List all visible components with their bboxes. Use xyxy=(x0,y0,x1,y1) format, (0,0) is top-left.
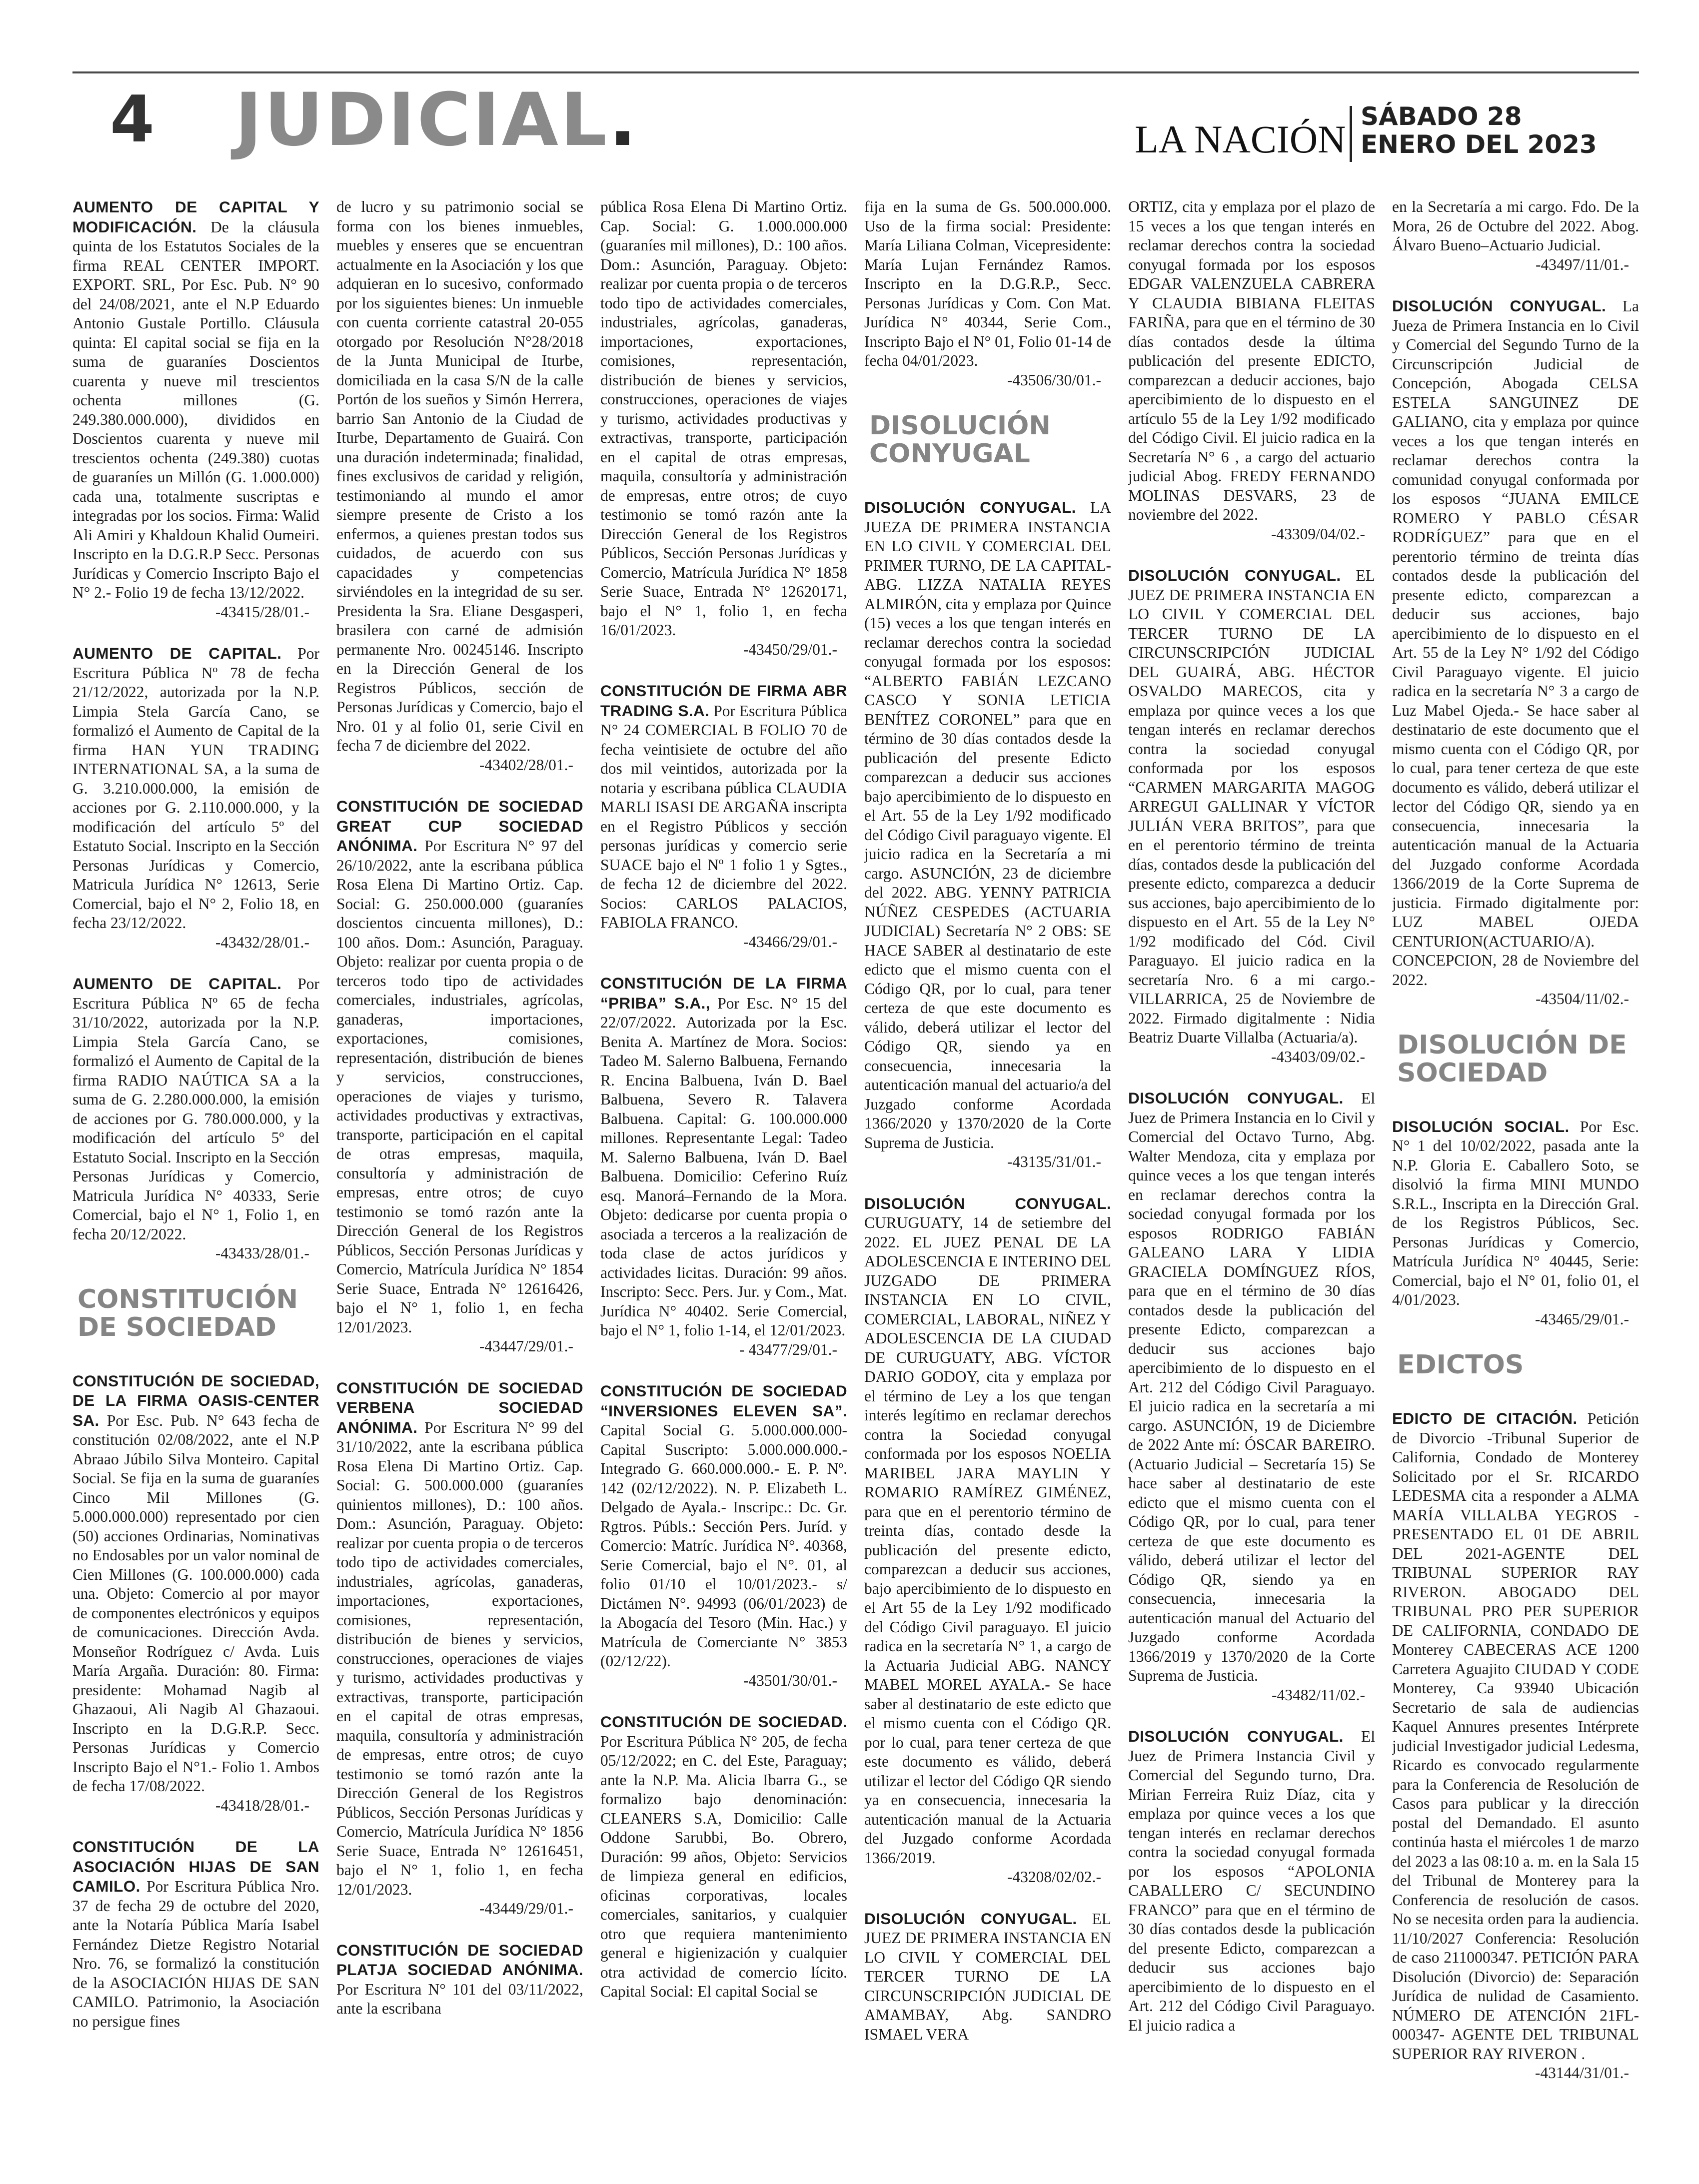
issue-date-day: SÁBADO 28 xyxy=(1361,102,1522,131)
notice-reference: -43208/02/02.- xyxy=(1007,1868,1101,1886)
notice-body: Petición de Divorcio -Tribunal Superior de California, Condado de Monterey Solicitado por el Sr. RICARDO LEDESMA cita a responder a ALMA MARÍA VILLALBA YEGROS -PRESENTADO EL 01 DE ABRIL DEL 2021-AGENTE DEL TRIBUNAL SUPERIOR RAY RIVERON. ABOGADO DEL TRIBUNAL PRO PER SUPERIOR DE CALIFORNIA, CONDADO DE Monterey CABECERAS ACE 1200 Carretera Aguajito CIUDAD Y CODE Monterey, Ca 93940 Ubicación Secretario de sala de audiencias Kaquel Annures presentes Intérprete judicial Investigador judicial Ledesma, Ricardo es convocado regularmente para la Conferencia de Resolución de Casos para publicar y la dirección postal del Demandado. El asunto continúa hasta el miércoles 1 de marzo del 2023 a las 08:10 a. m. en la Sala 15 del Tribunal de Monterey para la Conferencia de resolución de casos. No se necesita orden para la audiencia. 11/10/2027 Conferencia: Resolución de caso 211000347. PETICIÓN PARA Disolución (Divorcio) de: Separación Jurídica de nulidad de Casamiento. NÚMERO DE ATENCIÓN 21FL-000347- AGENTE DEL TRIBUNAL SUPERIOR RAY RIVERON . xyxy=(1392,1410,1639,2063)
notice-body: De la cláusula quinta de los Estatutos Sociales de la firma REAL CENTER IMPORT. EXPORT. SRL, Por Esc. Pub. N° 90 del 24/08/2021, ante el N.P Eduardo Antonio Gustale Portillo. Cláusula quinta: El capital social se fija en la suma de guaraníes Doscientos cuarenta y nueve mil trescientos ochenta millones (G. 249.380.000.000), divididos en Doscientos cuarenta y nueve mil trescientos ochenta (249.380) cuotas de guaraníes un Millón (G. 1.000.000) cada una, totalmente suscriptas e integradas por los socios. Firma: Walid Ali Amiri y Khaldoun Khalid Oumeiri. Inscripto en la D.G.R.P Secc. Personas Jurídicas y Comercio Inscripto Bajo el N° 2.- Folio 19 de fecha 13/12/2022. xyxy=(72,218,319,601)
newspaper-logo: LA NACIÓN xyxy=(1135,117,1346,161)
notice-body: EL JUEZ DE PRIMERA INSTANCIA EN LO CIVIL Y COMERCIAL DEL TERCER TURNO DE LA CIRCUNSCRIPCIÓN JUDICIAL DE AMAMBAY, Abg. SANDRO ISMAEL VERA xyxy=(864,1910,1111,2043)
notice-body: CURUGUATY, 14 de setiembre del 2022. EL JUEZ PENAL DE LA ADOLESCENCIA E INTERINO DEL JUZGADO DE PRIMERA INSTANCIA EN LO CIVIL, COMERCIAL, LABORAL, NIÑEZ Y ADOLESCENCIA DE LA CIUDAD DE CURUGUATY, ABG. VÍCTOR DARIO GODOY, cita y emplaza por el término de Ley a los que tengan interés legítimo en reclamar derechos contra la Sociedad conyugal conformada por los esposos NOELIA MARIBEL JARA MAYLIN Y ROMARIO RAMÍREZ GIMÉNEZ, para que en el perentorio término de treinta días, contado desde la publicación del presente edicto, comparezcan a deducir sus acciones, bajo apercibimiento de lo dispuesto en el Art 55 de la Ley 1/92 modificado del Código Civil paraguayo. El juicio radica en la secretaría N° 1, a cargo de la Actuaria Judicial ABG. NANCY MABEL MOREL AYALA.- Se hace saber al destinatario de este edicto que el mismo cuenta con el Código QR. por lo cual, para tener certeza de que este documento es válido, deberá utilizar el lector del Código QR siendo ya en consecuencia, innecesaria la autenticación manual de la Actuaria del Juzgado conforme Acordada 1366/2019. xyxy=(864,1214,1111,1867)
notice-heading: DISOLUCIÓN SOCIAL. xyxy=(1392,1117,1570,1135)
legal-notice xyxy=(864,1909,1111,2045)
notice-heading: CONSTITUCIÓN DE SOCIEDAD “INVERSIONES ELEVEN SA”. xyxy=(600,1382,847,1420)
notice-reference: -43135/31/01.- xyxy=(1007,1153,1101,1170)
column-4 xyxy=(864,197,1111,2172)
column-1 xyxy=(72,197,319,2172)
notice-reference: -43465/29/01.- xyxy=(1535,1310,1629,1328)
notice-reference: -43415/28/01.- xyxy=(215,603,309,621)
notice-heading: AUMENTO DE CAPITAL Y MODIFICACIÓN. xyxy=(72,198,319,236)
notice-heading: CONSTITUCIÓN DE SOCIEDAD, DE LA FIRMA OASIS-CENTER SA. xyxy=(72,1371,319,1429)
notice-heading: CONSTITUCIÓN DE LA FIRMA “PRIBA” S.A., xyxy=(600,974,847,1012)
legal-notice xyxy=(600,974,847,1359)
notice-heading: DISOLUCIÓN CONYUGAL. xyxy=(1128,1727,1344,1745)
notice-body: Por Escritura N° 97 del 26/10/2022, ante la escribana pública Rosa Elena Di Martino Ortiz. Cap. Social: G. 250.000.000 (guaraníes doscientos cincuenta millones), D.: 100 años. Dom.: Asunción, Paraguay. Objeto: realizar por cuenta propia o de terceros todo tipo de actividades comerciales, industriales, agrícolas, ganaderas, importaciones, exportaciones, comisiones, representación, distribución de bienes y servicios, construcciones, operaciones de viajes y turismo, actividades productivas y extractivas, transporte, participación en el capital de otras empresas, maquila, consultoría y administración de empresas, entre otros; de cuyo testimonio se tomó razón ante la Dirección General de los Registros Públicos, Sección Personas Jurídicas y Comercio, Matrícula Jurídica N° 1854 Serie Suace, Entrada N° 12616426, bajo el N° 1, folio 1, en fecha 12/01/2023. xyxy=(336,837,583,1336)
notice-body: Por Esc. N° 1 del 10/02/2022, pasada ante la N.P. Gloria E. Caballero Soto, se disolvió la firma MINI MUNDO S.R.L., Inscripta en la Dirección Gral. de los Registros Públicos, Sec. Personas Jurídicas y Comercio, Matrícula Jurídica N° 40445, Serie: Comercial, bajo el N° 01, folio 01, el 4/01/2023. xyxy=(1392,1117,1639,1308)
section-title-text: JUDICIAL xyxy=(235,77,609,162)
notice-body: Por Escritura Pública N° 24 COMERCIAL B FOLIO 70 de fecha veintisiete de octubre del año dos mil veintidos, autorizada por la notaria y escribana pública CLAUDIA MARLI ISASI DE ARGAÑA inscripta en el Registro Públicos y sección personas jurídicas y comercio serie SUACE bajo el Nº 1 folio 1 y Sgtes., de fecha 12 de diciembre del 2022. Socios: CARLOS PALACIOS, FABIOLA FRANCO. xyxy=(600,702,847,931)
legal-notice xyxy=(72,1837,319,2031)
legal-notice xyxy=(1392,197,1639,274)
legal-notice xyxy=(72,197,319,622)
legal-notice xyxy=(600,1712,847,2002)
notice-body: Capital Social G. 5.000.000.000- Capital Suscripto: 5.000.000.000.- Integrado G. 660.000.000.- E. P. Nº. 142 (02/12/2022). N. P. Elizabeth L. Delgado de Ayala.- Inscripc.: Dc. Gr. Rgtros. Públs.: Sección Pers. Juríd. y Comercio: Matríc. Jurídica N°. 40368, Serie Comercial, bajo el N°. 01, al folio 01/10 el 10/01/2023.- s/ Dictámen N°. 94993 (06/01/2023) de la Abogacía del Tesoro (Min. Hac.) y Matrícula de Comerciante N° 3853 (02/12/22). xyxy=(600,1421,847,1670)
notice-reference: -43403/09/02.- xyxy=(1271,1048,1365,1066)
notice-reference: -43432/28/01.- xyxy=(215,933,309,951)
legal-notice xyxy=(600,1381,847,1690)
notice-columns xyxy=(72,197,1639,2172)
category-heading: EDICTOS xyxy=(1397,1350,1524,1380)
legal-notice xyxy=(72,644,319,952)
notice-body: Por Esc. N° 15 del 22/07/2022. Autorizada por la Esc. Benita A. Martínez de Mora. Socios: Tadeo M. Salerno Balbuena, Fernando R. Encina Balbuena, Iván D. Bael Balbuena, Severo R. Talavera Balbuena. Capital: G. 100.000.000 millones. Representante Legal: Tadeo M. Salerno Balbuena, Iván D. Bael Balbuena. Domicilio: Ceferino Ruíz esq. Manorá–Fernando de la Mora. Objeto: dedicarse por cuenta propia o asociada a terceros a la realización de toda clase de actos jurídicos y actividades licitas. Duración: 99 años. Inscripto: Secc. Pers. Jur. y Com., Mat. Jurídica N° 40402. Serie Comercial, bajo el N° 1, folio 1-14, el 12/01/2023. xyxy=(600,994,847,1339)
legal-notice xyxy=(72,974,319,1263)
notice-body: de lucro y su patrimonio social se forma con los bienes inmuebles, muebles y enseres que se encuentran actualmente en la Asociación y los que adquieran en lo sucesivo, conformado por los siguientes bienes: Un inmueble con cuenta corriente catastral 20-055 otorgado por Resolución N°28/2018 de la Junta Municipal de Iturbe, domiciliada en la casa S/N de la calle Portón de los sueños y Simón Herrera, barrio San Antonio de la Ciudad de Iturbe, Departamento de Guairá. Con una duración indeterminada; finalidad, fines exclusivos de caridad y religión, testimoniando al mundo el amor siempre presente de Cristo a los enfermos, a quienes prestan todos sus cuidados, de acuerdo con sus capacidades y competencias sirviéndoles en la integridad de su ser. Presidenta la Sra. Eliane Desgasperi, brasilera con carné de admisión permanente Nro. 00245146. Inscripto en la Dirección General de los Registros Públicos, sección de Personas Jurídicas y Comercio, bajo el Nro. 01 y al folio 01, serie Civil en fecha 7 de diciembre del 2022. xyxy=(336,198,583,754)
notice-body: Por Esc. Pub. N° 643 fecha de constitución 02/08/2022, ante el N.P Abraao Júbilo Silva Monteiro. Capital Social. Se fija en la suma de guaraníes Cinco Mil Millones (G. 5.000.000.000) representado por cien (50) acciones Ordinarias, Nominativas no Endosables por un valor nominal de Cien Millones (G. 100.000.000) cada una. Objeto: Comercio al por mayor de componentes electrónicos y equipos de comunicaciones. Dirección Avda. Monseñor Rodríguez c/ Avda. Luis María Argaña. Duración: 80. Firma: presidente: Mohamad Nagib al Ghazaoui, Ali Nagib Al Ghazaoui. Inscripto en la D.G.R.P. Secc. Personas Jurídicas y Comercio Inscripto Bajo el N°1.- Folio 1. Ambos de fecha 17/08/2022. xyxy=(72,1411,319,1795)
notice-reference: -43402/28/01.- xyxy=(479,756,573,774)
column-5 xyxy=(1128,197,1375,2172)
notice-heading: CONSTITUCIÓN DE SOCIEDAD VERBENA SOCIEDAD ANÓNIMA. xyxy=(336,1378,583,1436)
notice-heading: DISOLUCIÓN CONYUGAL. xyxy=(1128,1089,1344,1107)
notice-reference: -43450/29/01.- xyxy=(743,640,837,658)
notice-reference: -43418/28/01.- xyxy=(215,1796,309,1814)
notice-reference: -43449/29/01.- xyxy=(479,1900,573,1917)
legal-notice xyxy=(1128,566,1375,1067)
page-number: 4 xyxy=(110,82,155,157)
notice-reference: -43501/30/01.- xyxy=(743,1671,837,1689)
notice-reference: -43482/11/02.- xyxy=(1272,1686,1365,1704)
notice-reference: -43447/29/01.- xyxy=(479,1337,573,1355)
notice-heading: DISOLUCIÓN CONYUGAL. xyxy=(1128,566,1341,584)
top-rule xyxy=(72,71,1639,73)
section-title-dot: . xyxy=(608,77,639,162)
notice-body: Por Escritura Pública Nro. 37 de fecha 29 de octubre del 2020, ante la Notaría Pública María Isabel Fernández Dietze Registro Notarial Nro. 76, se formalizó la constitución de la ASOCIACIÓN HIJAS DE SAN CAMILO. Patrimonio, la Asociación no persigue fines xyxy=(72,1878,319,2030)
notice-body: fija en la suma de Gs. 500.000.000. Uso de la firma social: Presidente: María Liliana Colman, Vicepresidente: María Lujan Fernández Ramos. Inscripto en la D.G.R.P., Secc. Personas Jurídicas y Com. Con Mat. Jurídica N° 40344, Serie Com., Inscripto Bajo el N° 01, Folio 01-14 de fecha 04/01/2023. xyxy=(864,198,1111,369)
notice-heading: CONSTITUCIÓN DE SOCIEDAD PLATJA SOCIEDAD ANÓNIMA. xyxy=(336,1941,583,1979)
legal-notice xyxy=(336,1378,583,1919)
notice-body: Por Escritura N° 99 del 31/10/2022, ante la escribana pública Rosa Elena Di Martino Ortiz. Cap. Social: G. 500.000.000 (guaraníes quinientos millones), D.: 100 años. Dom.: Asunción, Paraguay. Objeto: realizar por cuenta propia o de terceros todo tipo de actividades comerciales, industriales, agrícolas, ganaderas, importaciones, exportaciones, comisiones, representación, distribución de bienes y servicios, construcciones, operaciones de viajes y turismo, actividades productivas y extractivas, transporte, participación en el capital de otras empresas, maquila, consultoría y administración de empresas, entre otros; de cuyo testimonio se tomó razón ante la Dirección General de los Registros Públicos, Sección Personas Jurídicas y Comercio, Matrícula Jurídica N° 1856 Serie Suace, Entrada N° 12616451, bajo el N° 1, folio 1, en fecha 12/01/2023. xyxy=(336,1418,583,1898)
notice-heading: EDICTO DE CITACIÓN. xyxy=(1392,1409,1578,1427)
notice-reference: -43506/30/01.- xyxy=(1007,371,1101,389)
column-6 xyxy=(1392,197,1639,2172)
legal-notice xyxy=(864,1194,1111,1887)
column-3 xyxy=(600,197,847,2172)
legal-notice xyxy=(1392,1117,1639,1329)
legal-notice xyxy=(864,197,1111,390)
category-heading: DISOLUCIÓN DE SOCIEDAD xyxy=(1397,1030,1627,1088)
notice-body: ORTIZ, cita y emplaza por el plazo de 15 veces a los que tengan interés en reclamar derechos contra la sociedad conyugal formada por los esposos EDGAR VALENZUELA CABRERA Y CLAUDIA BIBIANA FLEITAS FARIÑA, para que en el término de 30 días contados desde la última publicación del presente EDICTO, comparezcan a deducir acciones, bajo apercibimiento de lo dispuesto en el artículo 55 de la Ley 1/92 modificado del Código Civil. El juicio radica en la Secretaría N° 6 , a cargo del actuario judicial Abog. FREDY FERNANDO MOLINAS DESVARS, 23 de noviembre del 2022. xyxy=(1128,198,1375,523)
legal-notice xyxy=(600,681,847,952)
category-heading: DISOLUCIÓN CONYUGAL xyxy=(869,411,1051,469)
notice-reference: -43504/11/02.- xyxy=(1536,990,1629,1008)
notice-heading: CONSTITUCIÓN DE FIRMA ABR TRADING S.A. xyxy=(600,682,847,720)
notice-reference: -43144/31/01.- xyxy=(1535,2064,1629,2082)
legal-notice xyxy=(72,1371,319,1816)
legal-notice xyxy=(1128,1727,1375,2035)
notice-reference: -43309/04/02.- xyxy=(1271,525,1365,543)
notice-reference: -43497/11/01.- xyxy=(1536,255,1629,273)
notice-heading: AUMENTO DE CAPITAL. xyxy=(72,975,282,993)
notice-body: Por Escritura Pública N° 205, de fecha 05/12/2022; en C. del Este, Paraguay; ante la N.P. Ma. Alicia Ibarra G., se formalizo bajo denominación: CLEANERS S.A, Domicilio: Calle Oddone Sarubbi, Bo. Obrero, Duración: 99 años, Objeto: Servicios de limpieza general en edificios, oficinas corporativas, locales comerciales, sanitarios, y cualquier otro que requiera mantenimiento general e higienización y cualquier otra actividad de comercio lícito. Capital Social: El capital Social se xyxy=(600,1732,847,2000)
notice-body: El Juez de Primera Instancia en lo Civil y Comercial del Octavo Turno, Abg. Walter Mendoza, cita y emplaza por quince veces a los que tengan interés en reclamar derechos contra la sociedad conyugal formada por los esposos RODRIGO FABIÁN GALEANO LARA Y LIDIA GRACIELA DOMÍNGUEZ RÍOS, para que en el término de 30 días contados desde la publicación del presente Edicto, comparezcan a deducir sus acciones bajo apercibimiento de lo dispuesto en el Art. 212 del Código Civil Paraguayo. El juicio radica en la secretaría a mi cargo. ASUNCIÓN, 19 de Diciembre de 2022 Ante mí: ÓSCAR BAREIRO. (Actuario Judicial – Secretaría 15) Se hace saber al destinatario de este edicto que el mismo cuenta con el Código QR, por lo cual, para tener certeza de que este documento es válido, deberá utilizar el lector del Código QR, siendo ya en consecuencia, innecesaria la autenticación manual del Actuario del Juzgado conforme Acordada 1366/2019 y 1370/2020 de la Corte Suprema de Justicia. xyxy=(1128,1090,1375,1684)
issue-date-month-year: ENERO DEL 2023 xyxy=(1361,130,1597,159)
legal-notice xyxy=(1392,1409,1639,2083)
legal-notice xyxy=(1392,296,1639,1009)
notice-body: LA JUEZA DE PRIMERA INSTANCIA EN LO CIVIL Y COMERCIAL DEL PRIMER TURNO, DE LA CAPITAL-ABG. LIZZA NATALIA REYES ALMIRÓN, cita y emplaza por Quince (15) veces a los que tengan interés en reclamar derechos contra la sociedad conyugal formada por los esposos: “ALBERTO FABIÁN LEZCANO CASCO Y SONIA LETICIA BENÍTEZ CORONEL” para que en término de 30 días contados desde la publicación del presente Edicto comparezcan a deducir sus acciones bajo apercibimiento de lo dispuesto en el Art. 55 de la Ley 1/92 modificado del Código Civil paraguayo vigente. El juicio radica en la Secretaría a mi cargo. ASUNCIÓN, 23 de diciembre del 2022. ABG. YENNY PATRICIA NÚÑEZ CESPEDES (ACTUARIA JUDICIAL) Secretaría N° 2 OBS: SE HACE SABER al destinatario de este edicto que el mismo cuenta con el Código QR, por lo cual, para tener certeza de que este documento es válido, deberá utilizar el lector del Código QR, siendo ya en consecuencia, innecesaria la autenticación manual del actuario/a del Juzgado conforme Acordada 1366/2020 y 1370/2020 de la Corte Suprema de Justicia. xyxy=(864,499,1111,1151)
legal-notice xyxy=(1128,1089,1375,1705)
notice-body: El Juez de Primera Instancia Civil y Comercial del Segundo turno, Dra. Mirian Ferreira Ruiz Díaz, cita y emplaza por quince veces a los que tengan interés en reclamar derechos contra la sociedad conyugal formada por los esposos “APOLONIA CABALLERO C/ SECUNDINO FRANCO” para que en el término de 30 días contados desde la publicación del presente Edicto, comparezcan a deducir sus acciones bajo apercibimiento de lo dispuesto en el Art. 212 del Código Civil Paraguayo. El juicio radica a xyxy=(1128,1728,1375,2034)
notice-body: La Jueza de Primera Instancia en lo Civil y Comercial del Segundo Turno de la Circunscripción Judicial de Concepción, Abogada CELSA ESTELA SANGUINEZ DE GALIANO, cita y emplaza por quince veces a los que tengan interés en reclamar derechos contra la comunidad conyugal conformada por los esposos “JUANA EMILCE ROMERO Y PABLO CÉSAR RODRÍGUEZ” para que en el perentorio término de treinta días contados desde la publicación del presente edicto, comparezcan a deducir sus acciones, bajo apercibimiento de lo dispuesto en el Art. 55 de la Ley N° 1/92 del Código Civil Paraguayo vigente. El juicio radica en la secretaría N° 3 a cargo de Luz Mabel Ojeda.- Se hace saber al destinatario de este documento que el mismo cuenta con el Código QR, por lo cual, para tener certeza de que este documento es válido, deberá utilizar el lector del Código QR, siendo ya en consecuencia, innecesaria la autenticación manual de la Actuaria del Juzgado conforme Acordada 1366/2019 de la Corte Suprema de justicia. Firmado digitalmente por: LUZ MABEL OJEDA CENTURION(ACTUARIO/A). CONCEPCION, 28 de Noviembre del 2022. xyxy=(1392,297,1639,989)
notice-body: Por Escritura Pública Nº 78 de fecha 21/12/2022, autorizada por la N.P. Limpia Stela García Cano, se formalizó el Aumento de Capital de la firma HAN YUN TRADING INTERNATIONAL SA, a la suma de G. 3.210.000.000, la emisión de acciones por G. 2.110.000.000, y la modificación del artículo 5º del Estatuto Social. Inscripto en la Sección Personas Jurídicas y Comercio, Matricula Jurídica N° 12613, Serie Comercial, bajo el N° 2, Folio 18, en fecha 23/12/2022. xyxy=(72,645,319,932)
masthead-divider xyxy=(1350,106,1352,162)
notice-reference: -43433/28/01.- xyxy=(215,1244,309,1262)
legal-notice xyxy=(336,197,583,775)
column-2 xyxy=(336,197,583,2172)
notice-body: Por Escritura N° 101 del 03/11/2022, ante la escribana xyxy=(336,1980,583,2017)
notice-heading: DISOLUCIÓN CONYUGAL. xyxy=(864,1194,1111,1212)
legal-notice xyxy=(336,797,583,1356)
notice-heading: CONSTITUCIÓN DE LA ASOCIACIÓN HIJAS DE SAN CAMILO. xyxy=(72,1838,319,1895)
section-title xyxy=(235,77,639,162)
notice-heading: AUMENTO DE CAPITAL. xyxy=(72,644,282,662)
notice-heading: CONSTITUCIÓN DE SOCIEDAD. xyxy=(600,1713,847,1731)
legal-notice xyxy=(600,197,847,659)
notice-body: en la Secretaría a mi cargo. Fdo. De la Mora, 26 de Octubre del 2022. Abog. Álvaro Bueno–Actuario Judicial. xyxy=(1392,198,1639,254)
notice-reference: -43466/29/01.- xyxy=(743,933,837,951)
legal-notice xyxy=(336,1941,583,2019)
category-heading: CONSTITUCIÓN DE SOCIEDAD xyxy=(77,1284,298,1342)
notice-heading: DISOLUCIÓN CONYUGAL. xyxy=(864,1909,1077,1928)
notice-heading: CONSTITUCIÓN DE SOCIEDAD GREAT CUP SOCIEDAD ANÓNIMA. xyxy=(336,797,583,855)
notice-body: Por Escritura Pública Nº 65 de fecha 31/10/2022, autorizada por la N.P. Limpia Stela García Cano, se formalizó el Aumento de Capital de la firma RADIO NAÚTICA SA a la suma de G. 2.280.000.000, la emisión de acciones por G. 780.000.000, y la modificación del artículo 5º del Estatuto Social. Inscripto en la Sección Personas Jurídicas y Comercio, Matricula Jurídica N° 40333, Serie Comercial, bajo el N° 1, Folio 1, en fecha 20/12/2022. xyxy=(72,975,319,1243)
notice-body: pública Rosa Elena Di Martino Ortiz. Cap. Social: G. 1.000.000.000 (guaraníes mil millones), D.: 100 años. Dom.: Asunción, Paraguay. Objeto: realizar por cuenta propia o de terceros todo tipo de actividades comerciales, industriales, agrícolas, ganaderas, importaciones, exportaciones, comisiones, representación, distribución de bienes y servicios, construcciones, operaciones de viajes y turismo, actividades productivas y extractivas, transporte, participación en el capital de otras empresas, maquila, consultoría y administración de empresas, entre otros; de cuyo testimonio se tomó razón ante la Dirección General de los Registros Públicos, Sección Personas Jurídicas y Comercio, Matrícula Jurídica N° 1858 Serie Suace, Entrada N° 12620171, bajo el N° 1, folio 1, en fecha 16/01/2023. xyxy=(600,198,847,639)
legal-notice xyxy=(1128,197,1375,544)
legal-notice xyxy=(864,498,1111,1172)
notice-body: EL JUEZ DE PRIMERA INSTANCIA EN LO CIVIL Y COMERCIAL DEL TERCER TURNO DE LA CIRCUNSCRIPCIÓN JUDICIAL DEL GUAIRÁ, ABG. HÉCTOR OSVALDO MARECOS, cita y emplaza por quince veces a los que tengan interés en reclamar derechos contra la sociedad conyugal conformada por los esposos “CARMEN MARGARITA MAGOG ARREGUI GALLINAR Y VÍCTOR JULIÁN VERA BRITOS”, para que en el perentorio término de treinta días, contados desde la publicación del presente edicto, comparezca a deducir sus acciones, bajo apercibimiento de lo dispuesto en el Art. 55 de la Ley N° 1/92 modificado del Cód. Civil Paraguayo. El juicio radica en la secretaría Nro. 6 a mi cargo.- VILLARRICA, 25 de Noviembre de 2022. Firmado digitalmente : Nidia Beatriz Duarte Villalba (Actuaria/a). xyxy=(1128,567,1375,1046)
notice-heading: DISOLUCIÓN CONYUGAL. xyxy=(1392,297,1607,315)
issue-date xyxy=(1361,102,1597,158)
notice-heading: DISOLUCIÓN CONYUGAL. xyxy=(864,498,1076,516)
notice-reference: - 43477/29/01.- xyxy=(739,1340,837,1358)
